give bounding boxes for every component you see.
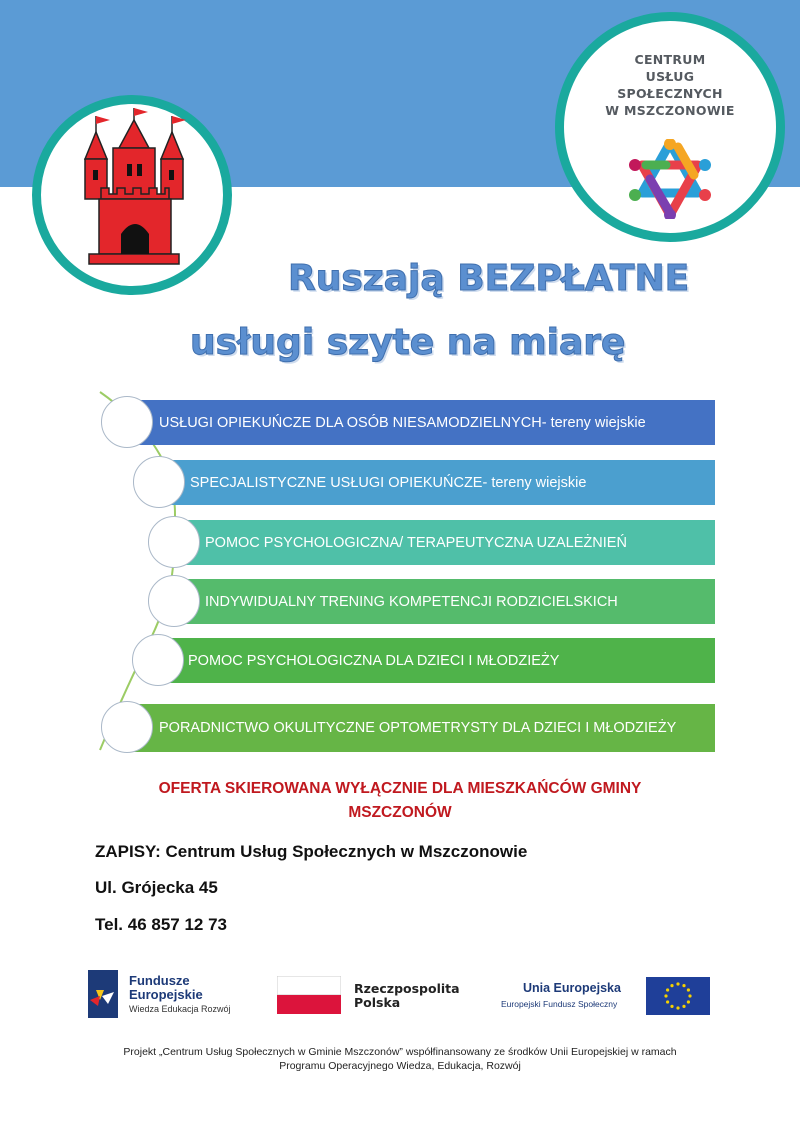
service-bullet [101, 701, 153, 753]
fe-title: Fundusze Europejskie [129, 973, 203, 1002]
phone-line: Tel. 46 857 12 73 [95, 915, 228, 934]
service-label: INDYWIDUALNY TRENING KOMPETENCJI RODZICIELSKICH [205, 593, 618, 610]
fe-subtitle: Wiedza Edukacja Rozwój [129, 1004, 231, 1014]
service-item-2 [160, 460, 715, 505]
service-bullet [148, 575, 200, 627]
fe-star-icon [88, 970, 124, 1018]
rp-title: Rzeczpospolita Polska [354, 981, 460, 1010]
service-bullet [133, 456, 185, 508]
people-star-icon [620, 139, 720, 219]
offer-notice: OFERTA SKIEROWANA WYŁĄCZNIE DLA MIESZKAŃCÓW GMINY MSZCZONÓW [158, 780, 642, 821]
project-footnote: Projekt „Centrum Usług Społecznych w Gminie Mszczonów” współfinansowany ze środków Unii Europejskiej w ramach Programu Operacyjnego Wiedza, Edukacja, Rozwój [123, 1046, 677, 1072]
unia-europejska-logo [495, 977, 710, 1017]
polish-flag-icon [277, 976, 341, 1014]
rzeczpospolita-polska-logo [277, 976, 477, 1016]
service-item-6 [127, 704, 715, 752]
service-label: USŁUGI OPIEKUŃCZE DLA OSÓB NIESAMODZIELNYCH- tereny wiejskie [159, 414, 646, 431]
registration-line: ZAPISY: Centrum Usług Społecznych w Mszczonowie [95, 842, 528, 861]
service-item-4 [173, 579, 715, 624]
service-label: POMOC PSYCHOLOGICZNA/ TERAPEUTYCZNA UZALEŻNIEŃ [205, 534, 627, 551]
service-bullet [101, 396, 153, 448]
eu-flag-icon [646, 977, 710, 1015]
service-item-1 [127, 400, 715, 445]
service-bullet [148, 516, 200, 568]
service-label: SPECJALISTYCZNE USŁUGI OPIEKUŃCZE- tereny wiejskie [190, 474, 587, 491]
cus-logo-text: CENTRUM USŁUG SPOŁECZNYCH W MSZCZONOWIE [605, 52, 735, 118]
ue-subtitle: Europejski Fundusz Społeczny [501, 999, 618, 1009]
castle-icon [41, 104, 223, 286]
ue-title: Unia Europejska [523, 981, 621, 995]
address-line: Ul. Grójecka 45 [95, 878, 218, 897]
title-line-1: Ruszają BEZPŁATNE [288, 258, 690, 299]
service-label: PORADNICTWO OKULITYCZNE OPTOMETRYSTY DLA DZIECI I MŁODZIEŻY [159, 720, 677, 736]
service-item-3 [173, 520, 715, 565]
fundusze-europejskie-logo [88, 970, 248, 1020]
cus-logo [555, 12, 785, 242]
castle-logo [32, 95, 232, 295]
service-bullet [132, 634, 184, 686]
service-item-5 [158, 638, 715, 683]
title-line-2: usługi szyte na miarę [190, 322, 626, 363]
service-label: POMOC PSYCHOLOGICZNA DLA DZIECI I MŁODZIEŻY [188, 652, 560, 669]
